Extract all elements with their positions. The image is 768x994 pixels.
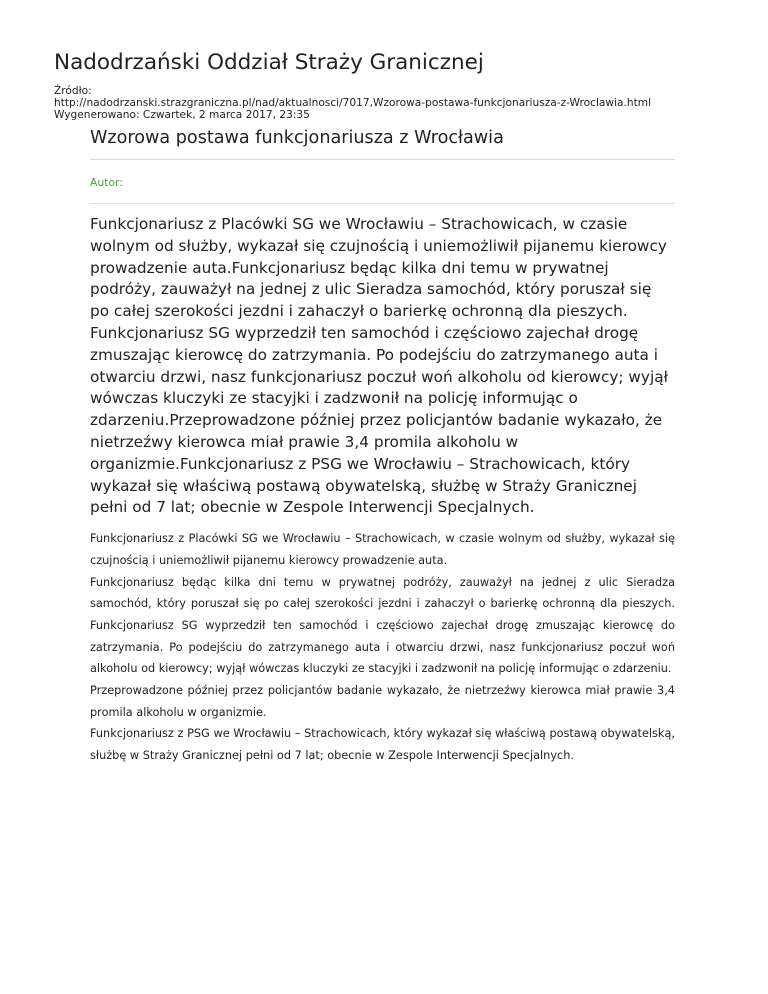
body-paragraph: Przeprowadzone później przez policjantów badanie wykazało, że nietrzeźwy kierowca miał prawie 3,4 promila alkoholu w organizmie.	[90, 684, 675, 719]
article-body	[90, 528, 675, 767]
article-lead: Funkcjonariusz z Placówki SG we Wrocławiu – Strachowicach, w czasie wolnym od służby, wykazał się czujnością i uniemożliwił pijanemu kierowcy prowadzenie auta.Funkcjonariusz będąc kilka dni temu w prywatnej podróży, zauważył na jednej z ulic Sieradza samochód, który poruszał się po całej szerokości jezdni i zahaczył o barierkę ochronną dla pieszych. Funkcjonariusz SG wyprzedził ten samochód i częściowo zajechał drogę zmuszając kierowcę do zatrzymania. Po podejściu do zatrzymanego auta i otwarciu drzwi, nasz funkcjonariusz poczuł woń alkoholu od kierowcy; wyjął wówczas kluczyki ze stacyjki i zadzwonił na policję informując o zdarzeniu.Przeprowadzone później przez policjantów badanie wykazało, że nietrzeźwy kierowca miał prawie 3,4 promila alkoholu w organizmie.Funkcjonariusz z PSG we Wrocławiu – Strachowicach, który wykazał się właściwą postawą obywatelską, służbę w Straży Granicznej pełni od 7 lat; obecnie w Zespole Interwencji Specjalnych.	[90, 215, 668, 517]
author-label: Autor:	[90, 176, 123, 189]
document-meta	[54, 85, 651, 121]
site-title: Nadodrzański Oddział Straży Granicznej	[54, 50, 484, 75]
body-paragraph: Funkcjonariusz z Placówki SG we Wrocławiu – Strachowicach, w czasie wolnym od służby, wykazał się czujnością i uniemożliwił pijanemu kierowcy prowadzenie auta.	[90, 532, 675, 567]
article	[90, 126, 675, 767]
body-paragraph: Funkcjonariusz będąc kilka dni temu w prywatnej podróży, zauważył na jednej z ulic Sieradza samochód, który poruszał się po całej szerokości jezdni i zahaczył o barierkę ochronną dla pieszych. Funkcjonariusz SG wyprzedził ten samochód i częściowo zajechał drogę zmuszając kierowcę do zatrzymania. Po podejściu do zatrzymanego auta i otwarciu drzwi, nasz funkcjonariusz poczuł woń alkoholu od kierowcy; wyjął wówczas kluczyki ze stacyjki i zadzwonił na policję informując o zdarzeniu.	[90, 575, 675, 676]
body-paragraph: Funkcjonariusz z PSG we Wrocławiu – Strachowicach, który wykazał się właściwą postawą obywatelską, służbę w Straży Granicznej pełni od 7 lat; obecnie w Zespole Interwencji Specjalnych.	[90, 727, 675, 763]
generated-timestamp: Wygenerowano: Czwartek, 2 marca 2017, 23:35	[54, 109, 310, 121]
source-url: http://nadodrzanski.strazgraniczna.pl/nad/aktualnosci/7017,Wzorowa-postawa-funkcjonariusza-z-Wroclawia.html	[54, 97, 652, 109]
author-divider	[90, 203, 675, 204]
source-label: Źródło:	[54, 85, 92, 97]
title-divider	[90, 159, 675, 160]
article-title: Wzorowa postawa funkcjonariusza z Wrocławia	[90, 128, 504, 148]
